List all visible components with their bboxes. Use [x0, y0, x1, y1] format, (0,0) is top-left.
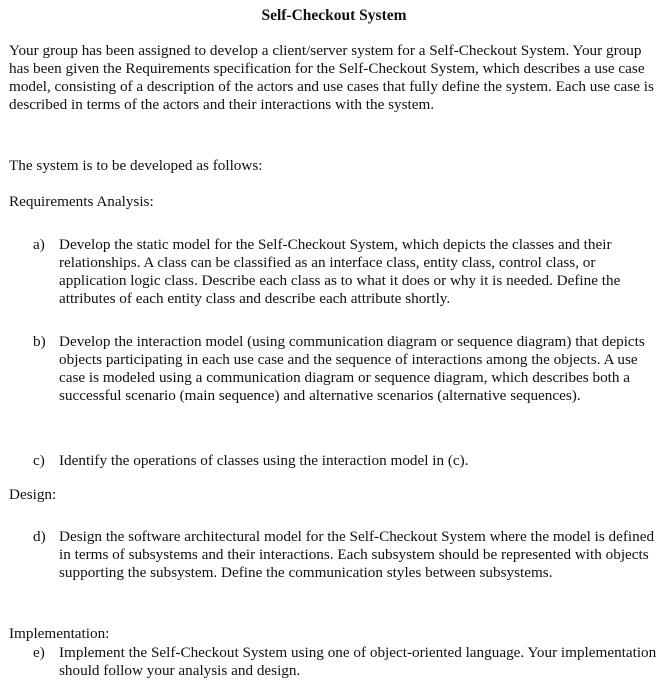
- list-text-b: Develop the interaction model (using communication diagram or sequence diagram) that depicts objects participating in each use case and the sequence of interactions among the objects. A use case is modeled using a communication diagram or sequence diagram, which describes both a successful scenario (main sequence) and alternative scenarios (alternative sequences).: [59, 333, 645, 404]
- document-title: Self-Checkout System: [261, 7, 407, 24]
- section-heading-design: Design:: [9, 486, 57, 503]
- list-label-d: d): [33, 528, 46, 545]
- list-label-a: a): [33, 236, 45, 253]
- intro-paragraph: Your group has been assigned to develop a client/server system for a Self-Checkout System. Your group has been given the Requirements specification for the Self-Checkout System, which describes a use case model, consisting of a description of the actors and use cases that fully define the system. Each use case is described in terms of the actors and their interactions with the system.: [9, 42, 654, 113]
- list-label-b: b): [33, 333, 46, 350]
- list-label-c: c): [33, 452, 45, 469]
- list-label-e: e): [33, 644, 45, 661]
- section-heading-implementation: Implementation:: [9, 625, 110, 642]
- list-text-e: Implement the Self-Checkout System using one of object-oriented language. Your implementation should follow your analysis and design.: [59, 644, 657, 679]
- list-text-d: Design the software architectural model for the Self-Checkout System where the model is defined in terms of subsystems and their interactions. Each subsystem should be represented with objects supporting the subsystem. Define the communication styles between subsystems.: [59, 528, 655, 581]
- list-text-a: Develop the static model for the Self-Checkout System, which depicts the classes and their relationships. A class can be classified as an interface class, entity class, control class, or application logic class. Describe each class as to what it does or why it is needed. Define the attributes of each entity class and describe each attribute shortly.: [59, 236, 621, 307]
- list-text-c: Identify the operations of classes using the interaction model in (c).: [59, 452, 469, 469]
- section-heading-requirements-analysis: Requirements Analysis:: [9, 193, 154, 210]
- development-intro: The system is to be developed as follows:: [9, 157, 263, 174]
